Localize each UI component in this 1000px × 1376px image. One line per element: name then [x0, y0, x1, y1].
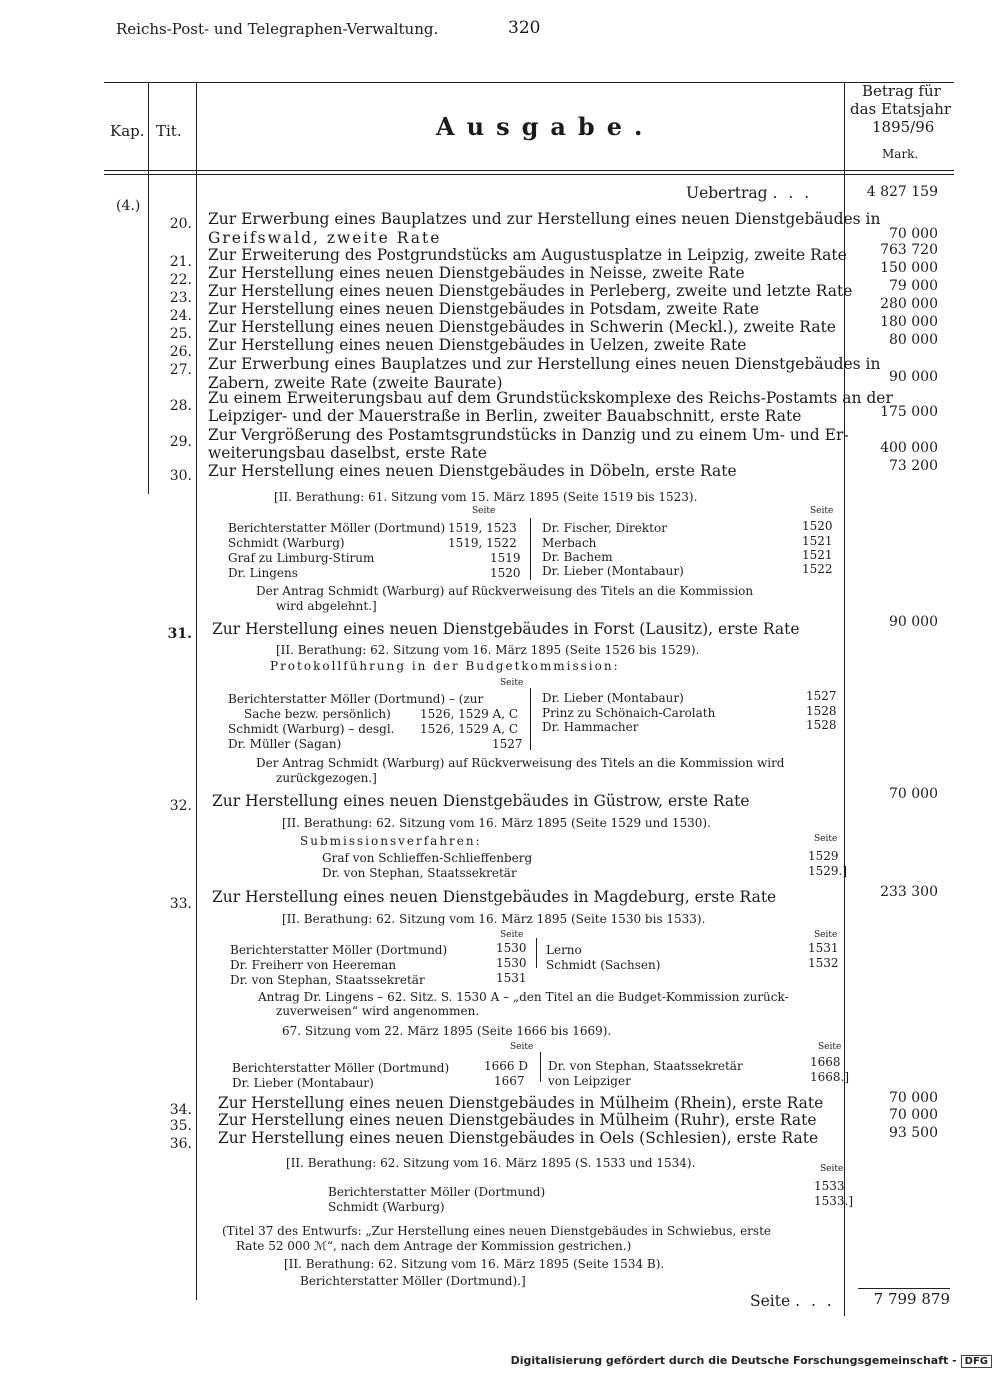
speaker: Dr. von Stephan, Staatssekretär — [548, 1059, 743, 1073]
speaker: Schmidt (Warburg) — [228, 536, 345, 550]
running-title: Reichs-Post- und Telegraphen-Verwaltung. — [116, 20, 439, 38]
kap-number: (4.) — [116, 198, 141, 214]
item-text: Zur Erwerbung eines Bauplatzes und zur Herstellung eines neuen Dienstgebäudes in — [208, 355, 881, 373]
speaker: Dr. Lieber (Montabaur) — [542, 564, 684, 578]
speaker-pages: 1532 — [808, 956, 839, 970]
speaker-pages: 1520 — [802, 519, 833, 533]
item-amount: 93 500 — [889, 1125, 938, 1141]
speaker-pages: 1521 — [802, 534, 833, 548]
note: Der Antrag Schmidt (Warburg) auf Rückverweisung des Titels an die Kommission wird — [256, 756, 785, 770]
tit-number: 31. — [167, 626, 192, 642]
speaker: Dr. Bachem — [542, 550, 613, 564]
total-rule — [858, 1288, 950, 1289]
berathung-head: [II. Berathung: 62. Sitzung vom 16. März 1895 (Seite 1526 bis 1529). — [276, 643, 700, 657]
item-text: Zur Vergrößerung des Postamtsgrundstücks in Danzig und zu einem Um- und Er- — [208, 426, 849, 444]
col-kap: Kap. — [110, 122, 145, 140]
speaker-pages: 1521 — [802, 548, 833, 562]
tit-number: 36. — [169, 1136, 192, 1152]
speaker: Sache bezw. persönlich) — [244, 707, 391, 721]
speaker: Dr. von Stephan, Staatssekretär — [230, 973, 425, 987]
speaker-divider — [540, 1052, 541, 1082]
col-unit: Mark. — [882, 147, 919, 161]
item-text: Zur Herstellung eines neuen Dienstgebäudes in Forst (Lausitz), erste Rate — [212, 620, 800, 638]
speaker: Berichterstatter Möller (Dortmund) — [232, 1061, 450, 1075]
speaker: Berichterstatter Möller (Dortmund) – (zur — [228, 692, 484, 706]
speaker-pages: 1533 — [814, 1179, 845, 1193]
seite-label: Seite — [500, 678, 524, 688]
item-amount: 233 300 — [880, 884, 938, 900]
seite-label: Seite — [814, 930, 838, 940]
item-text: Zur Herstellung eines neuen Dienstgebäudes in Güstrow, erste Rate — [212, 792, 750, 810]
speaker: Graf von Schlieffen-Schlieffenberg — [322, 851, 533, 865]
tit-number: 26. — [169, 344, 192, 360]
seite-label: Seite — [818, 1042, 842, 1052]
speaker: Graf zu Limburg-Stirum — [228, 551, 375, 565]
dfg-footer — [511, 1354, 992, 1368]
item-text: Zu einem Erweiterungsbau auf dem Grundstückskomplexe des Reichs-Postamts an der — [208, 389, 893, 407]
speaker-pages: 1529 — [808, 849, 839, 863]
speaker: Dr. Fischer, Direktor — [542, 521, 667, 535]
item-text: Zur Erwerbung eines Bauplatzes und zur Herstellung eines neuen Dienstgebäudes in — [208, 210, 881, 228]
speaker-pages: 1668 — [810, 1055, 841, 1069]
tit-number: 27. — [169, 362, 192, 378]
note: wird abgelehnt.] — [276, 599, 377, 613]
speaker: Dr. Freiherr von Heereman — [230, 958, 397, 972]
col-betrag-1: Betrag für — [862, 82, 941, 100]
item-text: Leipziger- und der Mauerstraße in Berlin, zweiter Bauabschnitt, erste Rate — [208, 407, 802, 425]
speaker: von Leipziger — [548, 1074, 631, 1088]
item-text: Zur Herstellung eines neuen Dienstgebäudes in Magdeburg, erste Rate — [212, 888, 777, 906]
speaker-pages: 1533.] — [814, 1194, 854, 1208]
tit-number: 34. — [169, 1102, 192, 1118]
item-amount: 763 720 — [880, 242, 938, 258]
uebertrag-amount: 4 827 159 — [866, 184, 938, 200]
seite-label: Seite — [500, 930, 524, 940]
tit-number: 20. — [169, 216, 192, 232]
speaker: Berichterstatter Möller (Dortmund).] — [300, 1274, 526, 1288]
total-amount: 7 799 879 — [873, 1290, 950, 1308]
tit-number: 33. — [169, 896, 192, 912]
speaker: Berichterstatter Möller (Dortmund) — [228, 521, 446, 535]
speaker-pages: 1527 — [492, 737, 523, 751]
uebertrag-label: Uebertrag . . . — [686, 184, 813, 202]
tit-number: 22. — [169, 272, 192, 288]
dfg-logo: DFG — [961, 1355, 992, 1368]
tit-number: 28. — [169, 398, 192, 414]
speaker-pages: 1668.] — [810, 1070, 850, 1084]
item-amount: 79 000 — [889, 278, 938, 294]
berathung-head: [II. Berathung: 62. Sitzung vom 16. März 1895 (Seite 1530 bis 1533). — [282, 912, 706, 926]
speaker-divider — [536, 938, 537, 968]
item-text: Zur Herstellung eines neuen Dienstgebäudes in Oels (Schlesien), erste Rate — [218, 1129, 819, 1147]
speaker-pages: 1522 — [802, 562, 833, 576]
speaker-pages: 1519, 1523 — [448, 521, 517, 535]
speaker-pages: 1528 — [806, 718, 837, 732]
item-text: Zur Herstellung eines neuen Dienstgebäudes in Potsdam, zweite Rate — [208, 300, 760, 318]
item-text: Zur Herstellung eines neuen Dienstgebäudes in Neisse, zweite Rate — [208, 264, 745, 282]
item-amount: 90 000 — [889, 614, 938, 630]
speaker: Schmidt (Sachsen) — [546, 958, 661, 972]
seite-label: Seite — [814, 834, 838, 844]
item-text: Zur Herstellung eines neuen Dienstgebäudes in Döbeln, erste Rate — [208, 462, 737, 480]
berathung-head: [II. Berathung: 62. Sitzung vom 16. März 1895 (Seite 1534 B). — [284, 1257, 665, 1271]
item-amount: 400 000 — [880, 440, 938, 456]
speaker: Schmidt (Warburg) — [328, 1200, 445, 1214]
seite-label: Seite — [510, 1042, 534, 1052]
item-amount: 70 000 — [889, 226, 938, 242]
berathung-head: 67. Sitzung vom 22. März 1895 (Seite 1666 bis 1669). — [282, 1024, 612, 1038]
speaker: Berichterstatter Möller (Dortmund) — [328, 1185, 546, 1199]
footer-text: Digitalisierung gefördert durch die Deutsche Forschungsgemeinschaft - — [510, 1354, 957, 1367]
speaker: Prinz zu Schönaich-Carolath — [542, 706, 716, 720]
tit-text-divider — [196, 82, 197, 1300]
antrag-note: zuverweisen“ wird angenommen. — [276, 1004, 480, 1018]
item-text: weiterungsbau daselbst, erste Rate — [208, 444, 487, 462]
berathung-head: [II. Berathung: 62. Sitzung vom 16. März 1895 (Seite 1529 und 1530). — [282, 816, 711, 830]
speaker-pages: 1520 — [490, 566, 521, 580]
speaker: Dr. Lieber (Montabaur) — [542, 691, 684, 705]
speaker-pages: 1527 — [806, 689, 837, 703]
item-amount: 70 000 — [889, 1107, 938, 1123]
col-betrag-3: 1895/96 — [872, 118, 935, 136]
tit-number: 32. — [169, 798, 192, 814]
item-amount: 70 000 — [889, 786, 938, 802]
titel37-note: Rate 52 000 ℳ“, nach dem Antrage der Kommission gestrichen.) — [236, 1239, 632, 1253]
speaker: Dr. von Stephan, Staatssekretär — [322, 866, 517, 880]
col-tit: Tit. — [156, 122, 182, 140]
item-amount: 175 000 — [880, 404, 938, 420]
item-amount: 180 000 — [880, 314, 938, 330]
seite-label: Seite — [810, 506, 834, 516]
seite-label: Seite — [820, 1164, 844, 1174]
speaker: Lerno — [546, 943, 582, 957]
col-ausgabe: Ausgabe. — [436, 112, 655, 141]
speaker: Dr. Hammacher — [542, 720, 639, 734]
speaker-pages: 1519, 1522 — [448, 536, 517, 550]
table-header-rule-2 — [104, 174, 954, 175]
item-text: Zur Herstellung eines neuen Dienstgebäudes in Mülheim (Rhein), erste Rate — [218, 1094, 824, 1112]
tit-number: 29. — [169, 434, 192, 450]
speaker-divider — [530, 688, 531, 750]
speaker-pages: 1530 — [496, 956, 527, 970]
item-amount: 80 000 — [889, 332, 938, 348]
speaker-pages: 1519 — [490, 551, 521, 565]
berathung-sub: Protokollführung in der Budgetkommission: — [270, 659, 620, 673]
item-amount: 150 000 — [880, 260, 938, 276]
tit-number: 24. — [169, 308, 192, 324]
seite-label: Seite — [472, 506, 496, 516]
speaker-pages: 1528 — [806, 704, 837, 718]
berathung-head: [II. Berathung: 61. Sitzung vom 15. März 1895 (Seite 1519 bis 1523). — [274, 490, 698, 504]
col-betrag-2: das Etatsjahr — [850, 100, 952, 118]
speaker-pages: 1526, 1529 A, C — [420, 722, 518, 736]
note: zurückgezogen.] — [276, 771, 377, 785]
speaker: Dr. Lingens — [228, 566, 298, 580]
speaker: Schmidt (Warburg) – desgl. — [228, 722, 395, 736]
speaker-pages: 1531 — [808, 941, 839, 955]
berathung-head: [II. Berathung: 62. Sitzung vom 16. März 1895 (S. 1533 und 1534). — [286, 1156, 696, 1170]
speaker: Merbach — [542, 536, 597, 550]
tit-number: 21. — [169, 254, 192, 270]
speaker-pages: 1666 D — [484, 1059, 528, 1073]
speaker: Dr. Lieber (Montabaur) — [232, 1076, 374, 1090]
speaker-pages: 1526, 1529 A, C — [420, 707, 518, 721]
item-text: Zur Erweiterung des Postgrundstücks am Augustusplatze in Leipzig, zweite Rate — [208, 246, 847, 264]
item-amount: 70 000 — [889, 1090, 938, 1106]
item-text: Zur Herstellung eines neuen Dienstgebäudes in Mülheim (Ruhr), erste Rate — [218, 1111, 817, 1129]
item-text: Greifswald, zweite Rate — [208, 229, 442, 247]
table-top-rule — [104, 82, 954, 83]
item-text: Zur Herstellung eines neuen Dienstgebäudes in Schwerin (Meckl.), zweite Rate — [208, 318, 836, 336]
item-amount: 90 000 — [889, 369, 938, 385]
tit-number: 25. — [169, 326, 192, 342]
speaker-divider — [530, 518, 531, 580]
kap-tit-divider — [148, 82, 149, 494]
note: Der Antrag Schmidt (Warburg) auf Rückverweisung des Titels an die Kommission — [256, 584, 754, 598]
item-amount: 73 200 — [889, 458, 938, 474]
page-number: 320 — [508, 18, 541, 38]
speaker-pages: 1529.] — [808, 864, 848, 878]
tit-number: 30. — [169, 468, 192, 484]
speaker-pages: 1667 — [494, 1074, 525, 1088]
item-text: Zur Herstellung eines neuen Dienstgebäudes in Uelzen, zweite Rate — [208, 336, 747, 354]
berathung-sub: Submissionsverfahren: — [300, 834, 482, 848]
tit-number: 23. — [169, 290, 192, 306]
item-amount: 280 000 — [880, 296, 938, 312]
item-text: Zur Herstellung eines neuen Dienstgebäudes in Perleberg, zweite und letzte Rate — [208, 282, 853, 300]
speaker-pages: 1530 — [496, 941, 527, 955]
tit-number: 35. — [169, 1118, 192, 1134]
antrag-note: Antrag Dr. Lingens – 62. Sitz. S. 1530 A – „den Titel an die Budget-Kommission zurück- — [258, 990, 789, 1004]
speaker-pages: 1531 — [496, 971, 527, 985]
speaker: Dr. Müller (Sagan) — [228, 737, 342, 751]
table-header-rule — [104, 170, 954, 171]
speaker: Berichterstatter Möller (Dortmund) — [230, 943, 448, 957]
titel37-note: (Titel 37 des Entwurfs: „Zur Herstellung eines neuen Dienstgebäudes in Schwiebus, erste — [222, 1224, 771, 1238]
total-label: Seite . . . — [750, 1292, 835, 1310]
item-text: Zabern, zweite Rate (zweite Baurate) — [208, 374, 503, 392]
